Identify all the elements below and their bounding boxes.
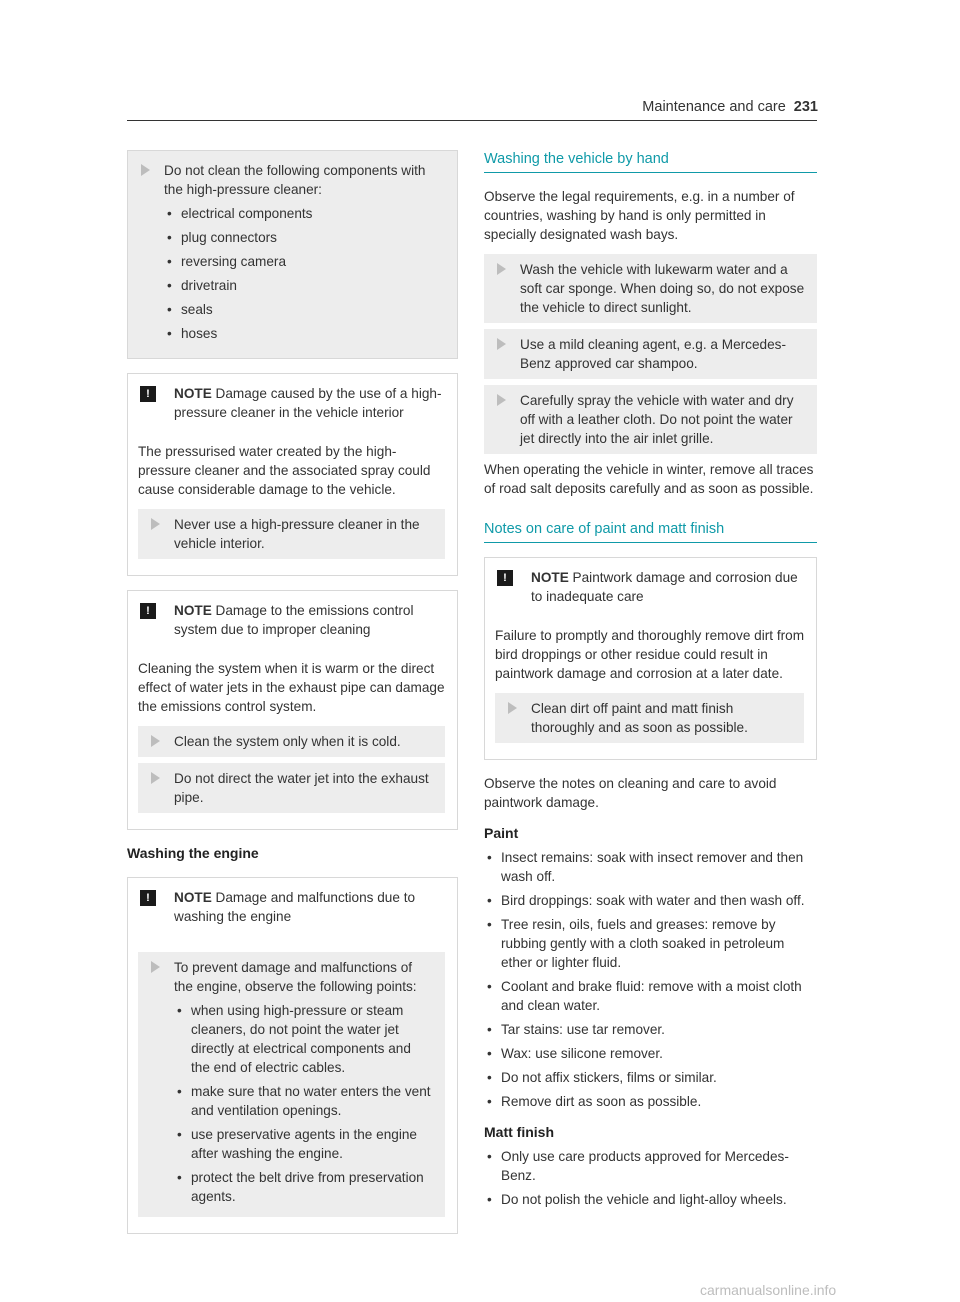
list-item: • Wax: use silicone remover. bbox=[484, 1044, 817, 1063]
hand-wash-intro: Observe the legal requirements, e.g. in a number of countries, washing by hand is only permitted in specially designated wash bays. bbox=[484, 189, 795, 242]
list-item: • Bird droppings: soak with water and then wash off. bbox=[484, 891, 817, 910]
step bbox=[128, 151, 457, 358]
step-arrow-icon bbox=[497, 338, 506, 350]
step-text: Clean the system only when it is cold. bbox=[174, 734, 401, 749]
step bbox=[484, 254, 817, 323]
note-box-paint bbox=[484, 557, 817, 760]
left-column bbox=[127, 150, 458, 1248]
engine-points-list bbox=[174, 1001, 433, 1206]
right-column bbox=[484, 150, 817, 1214]
step bbox=[138, 509, 445, 559]
watermark: carmanualsonline.info bbox=[700, 1282, 837, 1298]
header-rule bbox=[127, 120, 817, 121]
warning-icon: ! bbox=[497, 570, 513, 586]
list-item: • Do not polish the vehicle and light-alloy wheels. bbox=[484, 1190, 817, 1209]
list-item: • seals bbox=[164, 300, 445, 319]
list-item: • Only use care products approved for Mercedes-Benz. bbox=[484, 1147, 817, 1185]
step bbox=[138, 726, 445, 757]
list-item: • make sure that no water enters the vent and ventilation openings. bbox=[174, 1082, 433, 1120]
matt-subheading: Matt finish bbox=[484, 1124, 554, 1140]
paint-list bbox=[484, 848, 817, 1111]
note-body: Cleaning the system when it is warm or the direct effect of water jets in the exhaust pipe can damage the emissions control system. bbox=[138, 661, 445, 714]
note-body: Failure to promptly and thoroughly remove dirt from bird droppings or other residue could result in paintwork damage and corrosion at a later date. bbox=[495, 628, 805, 681]
note-label: NOTE bbox=[174, 386, 212, 401]
note-box-interior bbox=[127, 373, 458, 576]
note-box-engine bbox=[127, 877, 458, 1234]
step-arrow-icon bbox=[497, 394, 506, 406]
list-item: • plug connectors bbox=[164, 228, 445, 247]
warning-icon: ! bbox=[140, 890, 156, 906]
step bbox=[138, 952, 445, 1217]
list-item: • Insect remains: soak with insect remover and then wash off. bbox=[484, 848, 817, 886]
hand-wash-heading: Washing the vehicle by hand bbox=[484, 150, 817, 173]
warning-icon: ! bbox=[140, 603, 156, 619]
step-arrow-icon bbox=[151, 772, 160, 784]
list-item: • when using high-pressure or steam cleaners, do not point the water jet directly at electrical components and the end of electric cables. bbox=[174, 1001, 433, 1077]
step-text: Carefully spray the vehicle with water and dry off with a leather cloth. Do not point the water jet directly into the air inlet grille. bbox=[520, 393, 794, 446]
step-text: Clean dirt off paint and matt finish thoroughly and as soon as possible. bbox=[531, 701, 748, 735]
component-list bbox=[164, 204, 445, 343]
section-title: Maintenance and care bbox=[642, 99, 786, 115]
list-item: • use preservative agents in the engine after washing the engine. bbox=[174, 1125, 433, 1163]
engine-heading: Washing the engine bbox=[127, 845, 259, 861]
note-label: NOTE bbox=[174, 890, 212, 905]
step-text: Use a mild cleaning agent, e.g. a Mercedes-Benz approved car shampoo. bbox=[520, 337, 786, 371]
step bbox=[138, 763, 445, 813]
step-text: Do not clean the following components with the high-pressure cleaner: bbox=[164, 163, 426, 197]
step-arrow-icon bbox=[151, 961, 160, 973]
step bbox=[484, 329, 817, 379]
note-title: Damage and malfunctions due to washing the engine bbox=[174, 890, 416, 924]
list-item: • electrical components bbox=[164, 204, 445, 223]
step-arrow-icon bbox=[497, 263, 506, 275]
matt-list bbox=[484, 1147, 817, 1209]
step bbox=[495, 693, 804, 743]
step-text: Do not direct the water jet into the exhaust pipe. bbox=[174, 771, 429, 805]
step-arrow-icon bbox=[508, 702, 517, 714]
note-label: NOTE bbox=[531, 570, 569, 585]
paint-intro: Observe the notes on cleaning and care to avoid paintwork damage. bbox=[484, 776, 777, 810]
winter-note: When operating the vehicle in winter, remove all traces of road salt deposits carefully and as soon as possible. bbox=[484, 462, 814, 496]
components-box bbox=[127, 150, 458, 359]
paint-subheading: Paint bbox=[484, 825, 519, 841]
list-item: • Coolant and brake fluid: remove with a moist cloth and clean water. bbox=[484, 977, 817, 1015]
list-item: • reversing camera bbox=[164, 252, 445, 271]
list-item: • Tree resin, oils, fuels and greases: remove by rubbing gently with a cloth soaked in petroleum ether or lighter fluid. bbox=[484, 915, 817, 972]
list-item: • Do not affix stickers, films or similar. bbox=[484, 1068, 817, 1087]
list-item: • protect the belt drive from preservation agents. bbox=[174, 1168, 433, 1206]
note-title: Paintwork damage and corrosion due to inadequate care bbox=[531, 570, 798, 604]
page-header bbox=[642, 98, 818, 117]
list-item: • Tar stains: use tar remover. bbox=[484, 1020, 817, 1039]
list-item: • hoses bbox=[164, 324, 445, 343]
note-title: Damage to the emissions control system due to improper cleaning bbox=[174, 603, 414, 637]
page-number: 231 bbox=[793, 99, 818, 115]
note-label: NOTE bbox=[174, 603, 212, 618]
step-text: Wash the vehicle with lukewarm water and a soft car sponge. When doing so, do not expose the vehicle to direct sunlight. bbox=[520, 262, 805, 315]
note-title: Damage caused by the use of a high-pressure cleaner in the vehicle interior bbox=[174, 386, 442, 420]
step bbox=[484, 385, 817, 454]
list-item: • drivetrain bbox=[164, 276, 445, 295]
warning-icon: ! bbox=[140, 386, 156, 402]
step-arrow-icon bbox=[151, 735, 160, 747]
note-box-emissions bbox=[127, 590, 458, 830]
step-arrow-icon bbox=[151, 518, 160, 530]
paint-care-heading: Notes on care of paint and matt finish bbox=[484, 520, 817, 543]
step-text: Never use a high-pressure cleaner in the vehicle interior. bbox=[174, 517, 420, 551]
note-body: The pressurised water created by the high-pressure cleaner and the associated spray could cause considerable damage to the vehicle. bbox=[138, 444, 431, 497]
step-arrow-icon bbox=[141, 164, 150, 176]
list-item: • Remove dirt as soon as possible. bbox=[484, 1092, 817, 1111]
step-text: To prevent damage and malfunctions of the engine, observe the following points: bbox=[174, 960, 417, 994]
